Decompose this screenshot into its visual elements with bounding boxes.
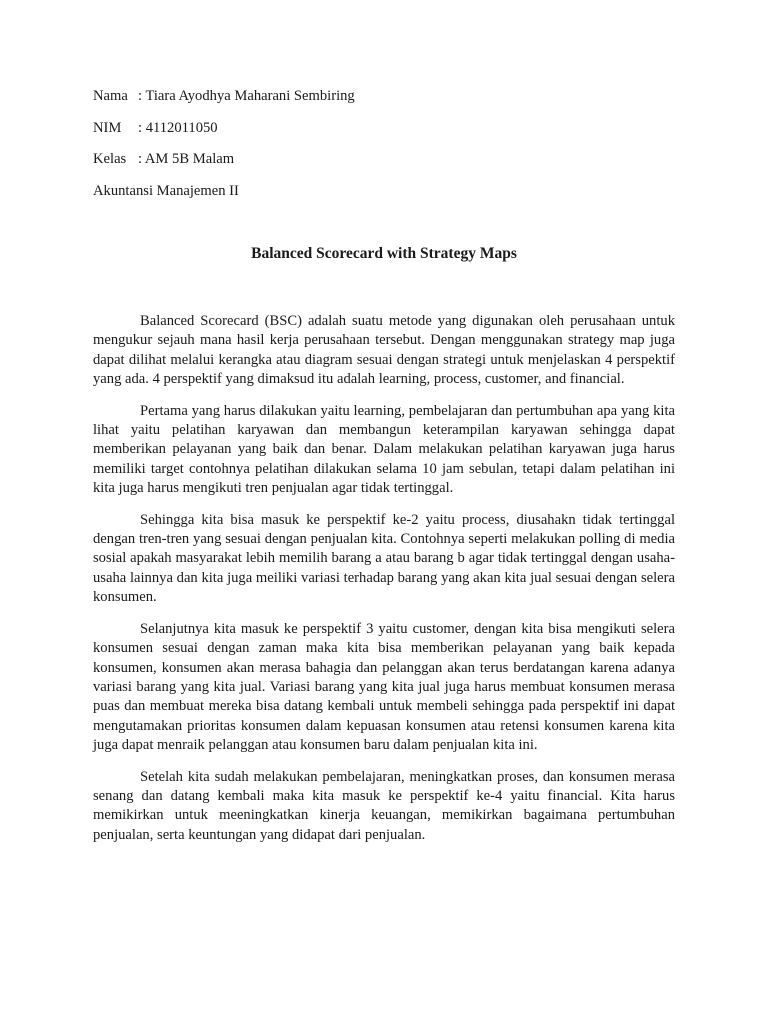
document-title: Balanced Scorecard with Strategy Maps	[251, 245, 517, 262]
kelas-label: Kelas	[93, 151, 127, 167]
kelas-value: : AM 5B Malam	[138, 151, 235, 167]
paragraph: Pertama yang harus dilakukan yaitu learning, pembelajaran dan pertumbuhan apa yang kita lihat yaitu pelatihan karyawan dan membangun keterampilan karyawan sehingga dapat memberikan pelayanan yang baik dan benar. Dalam melakukan pelatihan karyawan juga harus memiliki target contohnya pelatihan dilakukan selama 10 jam sebulan, tetapi dalam pelatihan ini kita juga harus mengikuti tren penjualan agar tidak tertinggal.	[93, 402, 675, 497]
nama-label: Nama	[93, 88, 128, 104]
nama-value: : Tiara Ayodhya Maharani Sembiring	[138, 88, 355, 104]
paragraph: Sehingga kita bisa masuk ke perspektif ke-2 yaitu process, diusahakn tidak tertinggal dengan tren-tren yang sesuai dengan penjualan kita. Contohnya seperti melakukan polling di media sosial apakah masyarakat lebih memilih barang a atau barang b agar tidak tertinggal dengan usaha-usaha lainnya dan kita juga meiliki variasi terhadap barang yang akan kita jual sesuai dengan selera konsumen.	[93, 511, 675, 606]
document-body	[93, 312, 675, 857]
course-name: Akuntansi Manajemen II	[93, 182, 239, 199]
nim-row	[93, 118, 355, 138]
paragraph: Balanced Scorecard (BSC) adalah suatu metode yang digunakan oleh perusahaan untuk mengukur sejauh mana hasil kerja perusahaan tersebut. Dengan menggunakan strategy map juga dapat dilihat melalui kerangka atau diagram sesuai dengan strategi untuk menjelaskan 4 perspektif yang ada. 4 perspektif yang dimaksud itu adalah learning, process, customer, and financial.	[93, 313, 675, 388]
kelas-row	[93, 149, 355, 169]
nama-row	[93, 86, 355, 106]
nim-value: : 4112011050	[138, 119, 218, 136]
student-info	[93, 86, 355, 212]
nim-label: NIM	[93, 119, 122, 136]
paragraph: Setelah kita sudah melakukan pembelajaran, meningkatkan proses, dan konsumen merasa senang dan datang kembali maka kita masuk ke perspektif ke-4 yaitu financial. Kita harus memikirkan untuk meeningkatkan kinerja keuangan, memikirkan bagaimana pertumbuhan penjualan, serta keuntungan yang didapat dari penjualan.	[93, 768, 675, 843]
paragraph: Selanjutnya kita masuk ke perspektif 3 yaitu customer, dengan kita bisa mengikuti selera konsumen sesuai dengan zaman maka kita bisa memberikan pelayanan yang baik kepada konsumen, konsumen akan merasa bahagia dan pelanggan akan terus berdatangan karena adanya variasi barang yang kita jual. Variasi barang yang kita jual juga harus membuat konsumen merasa puas dan membuat mereka bisa datang kembali untuk membeli sehingga pada perspektif ini dapat mengutamakan prioritas konsumen dalam kepuasan konsumen atau retensi konsumen karena kita juga dapat menraik pelanggan atau konsumen baru dalam penjualan kita ini.	[93, 620, 675, 754]
